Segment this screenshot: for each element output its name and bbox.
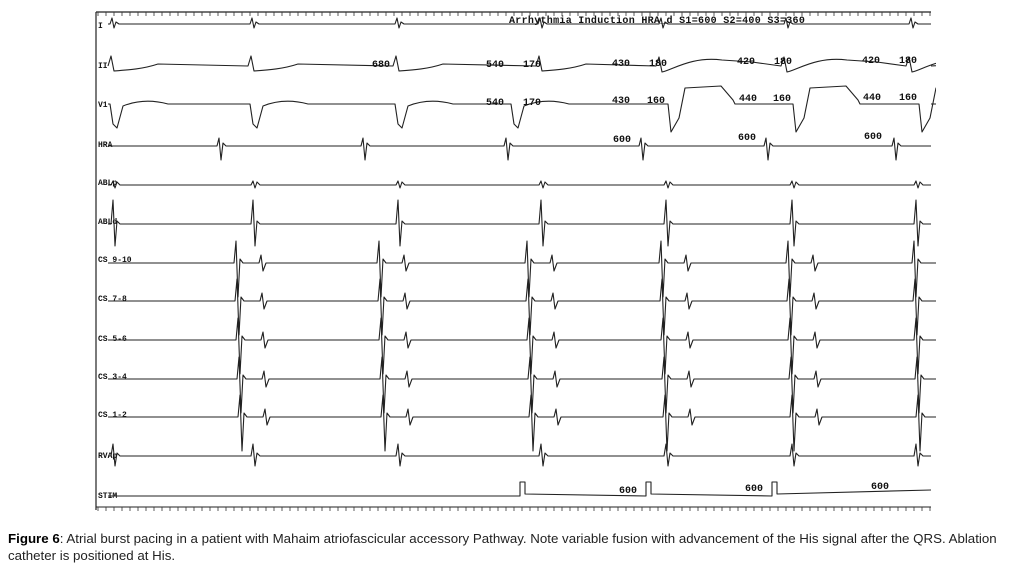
caption-label: Figure 6 — [8, 531, 60, 546]
trace-cs-3-4 — [108, 357, 936, 413]
lead-label-i: I — [98, 22, 103, 31]
trace-stim — [108, 482, 931, 496]
trace-cs-9-10 — [108, 241, 936, 297]
lead-label-stim: STIM — [98, 492, 118, 501]
v1-measure-2: 170 — [523, 98, 542, 109]
v1-measure-6: 160 — [773, 94, 792, 105]
lead-label-cs-5-6: CS 5-6 — [98, 335, 127, 344]
v1-measure-7: 440 — [863, 93, 882, 104]
v1-measure-3: 430 — [612, 96, 631, 107]
lead-label-cs-3-4: CS 3-4 — [98, 373, 127, 382]
trace-abld — [108, 200, 931, 246]
trace-hra — [108, 138, 931, 160]
caption-text: : Atrial burst pacing in a patient with Mahaim atriofascicular accessory Pathway. Note variable fusion with advancement of the His signal after the QRS. Ablation catheter is positioned at His. — [8, 531, 997, 563]
ii-measure-4: 430 — [612, 59, 631, 70]
lead-labels — [98, 22, 132, 501]
lead-label-cs-7-8: CS 7-8 — [98, 295, 127, 304]
ii-measure-7: 180 — [774, 57, 793, 68]
v1-measure-5: 440 — [739, 94, 758, 105]
ecg-tracing — [86, 4, 936, 514]
traces — [108, 18, 936, 496]
lead-label-v1: V1 — [98, 101, 108, 110]
ii-measure-9: 180 — [899, 56, 918, 67]
lead-label-hra: HRA — [98, 141, 113, 150]
lead-label-abld: ABLd — [98, 218, 118, 227]
ii-measure-8: 420 — [862, 56, 881, 67]
hra-measure-1: 600 — [613, 135, 632, 146]
ii-measure-2: 540 — [486, 60, 505, 71]
ii-measure-5: 180 — [649, 59, 668, 70]
trace-cs-5-6 — [108, 318, 936, 374]
lead-label-ii: II — [98, 62, 108, 71]
v1-measure-8: 160 — [899, 93, 918, 104]
trace-cs-7-8 — [108, 279, 936, 335]
trace-lead-ii — [108, 56, 936, 72]
lead-label-rvap: RVAp — [98, 452, 118, 461]
trace-rvap — [108, 444, 931, 466]
trace-ablp — [108, 181, 931, 188]
v1-measure-4: 160 — [647, 96, 666, 107]
measurements — [372, 56, 917, 497]
ii-measure-3: 170 — [523, 60, 542, 71]
stim-measure-1: 600 — [619, 486, 638, 497]
v1-measure-1: 540 — [486, 98, 505, 109]
figure-caption — [8, 530, 1016, 564]
lead-label-cs-9-10: CS 9-10 — [98, 256, 132, 265]
hra-measure-3: 600 — [864, 132, 883, 143]
trace-cs-1-2 — [108, 395, 936, 451]
stim-measure-2: 600 — [745, 484, 764, 495]
ii-measure-1: 680 — [372, 60, 391, 71]
stim-measure-3: 600 — [871, 482, 890, 493]
lead-label-ablp: ABLp — [98, 179, 118, 188]
hra-measure-2: 600 — [738, 133, 757, 144]
bottom-ticks — [98, 507, 930, 511]
ii-measure-6: 420 — [737, 57, 756, 68]
lead-label-cs-1-2: CS 1-2 — [98, 411, 127, 420]
header-text: Arrhythmia Induction HRA_d S1=600 S2=400 S3=360 — [509, 16, 806, 27]
trace-lead-v1 — [108, 86, 936, 132]
